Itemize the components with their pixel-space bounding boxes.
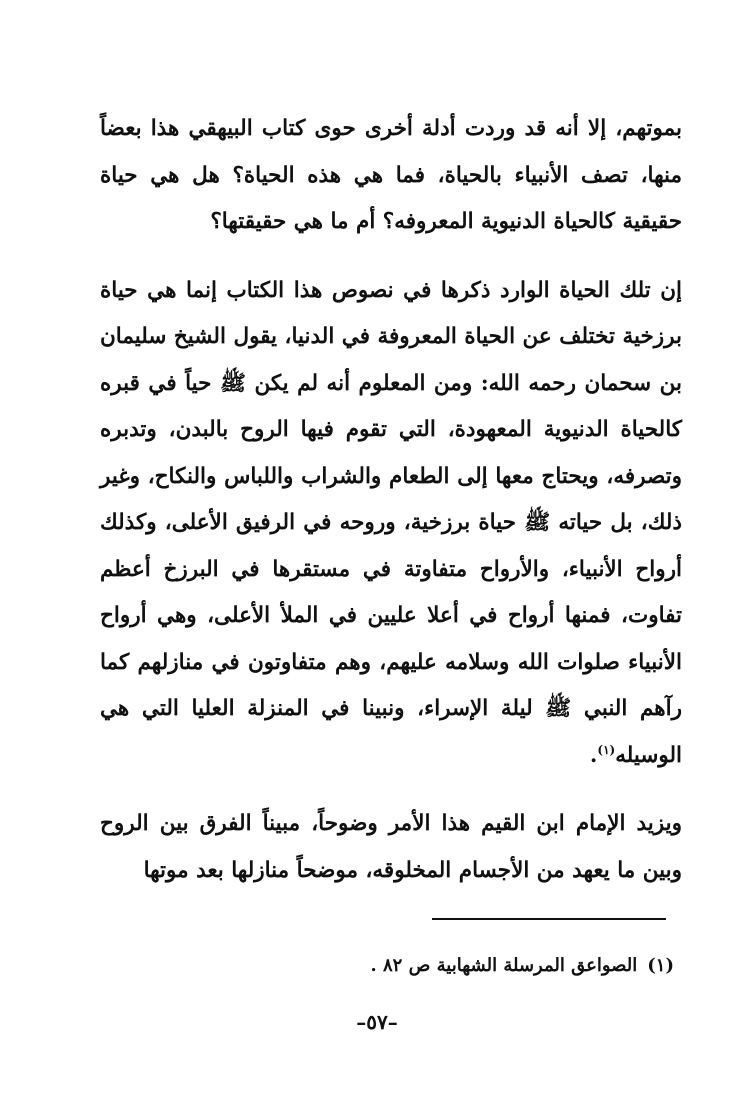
paragraph-2-text: إن تلك الحياة الوارد ذكرها في نصوص هذا الكتاب إنما هي حياة برزخية تختلف عن الحياة المعروفة في الدنيا، يقول الشيخ سليمان بن سحمان رحمه الله: ومن المعلوم أنه لم يكن ﷺ حياً في قبره كالحياة الدنيوية المعهودة، التي تقوم فيها الروح بالبدن، وتدبره وتصرفه، ويحتاج معها إلى الطعام والشراب واللباس والنكاح، وغير ذلك، بل حياته ﷺ حياة برزخية، وروحه في الرفيق الأعلى، وكذلك أرواح الأنبياء، والأرواح متفاوتة في مستقرها في البرزخ أعظم تفاوت، فمنها أرواح في أعلا عليين في الملأ الأعلى، وهي أرواح الأنبياء صلوات الله وسلامه عليهم، وهم متفاوتون في منازلهم كما رآهم النبي ﷺ ليلة الإسراء، ونبينا في المنزلة العليا التي هي الوسيله	[100, 277, 682, 768]
main-text	[100, 106, 682, 894]
paragraph-3-text: ويزيد الإمام ابن القيم هذا الأمر وضوحاً، مبيناً الفرق بين الروح وبين ما يعهد من الأجسام المخلوقه، موضحاً منازلها بعد موتها	[100, 811, 682, 883]
footnote-separator	[432, 918, 666, 920]
paragraph-2-end: .	[589, 742, 598, 768]
footnote-reference[interactable]: (١)	[597, 742, 616, 757]
paragraph-1	[100, 106, 682, 246]
paragraph-1-text: بموتهم، إلا أنه قد وردت أدلة أخرى حوى كتاب البيهقي هذا بعضاً منها، تصف الأنبياء بالحياة، فما هي هذه الحياة؟ هل هي حياة حقيقية كالحياة الدنيوية المعروفه؟ أم ما هي حقيقتها؟	[100, 116, 682, 234]
footnote-marker: (١)	[647, 955, 674, 976]
paragraph-3	[100, 801, 682, 894]
footnote-text: الصواعق المرسلة الشهابية ص ٨٢ .	[370, 955, 638, 976]
page-number: –٥٧–	[356, 1010, 398, 1034]
footnote	[370, 955, 674, 976]
paragraph-2	[100, 268, 682, 780]
